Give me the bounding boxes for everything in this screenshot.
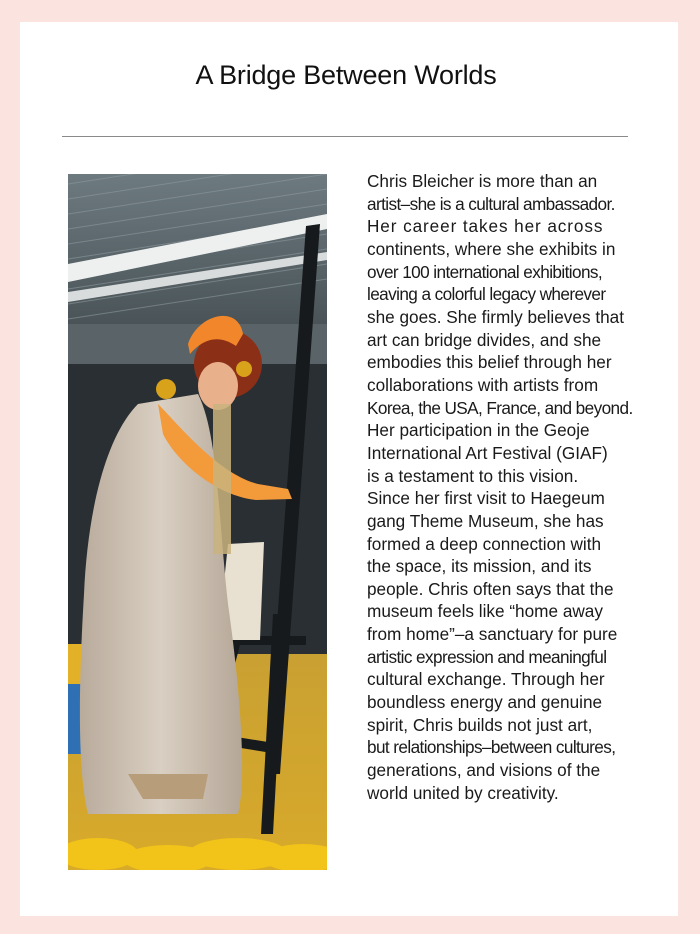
photo-artist-at-easel-icon xyxy=(68,174,327,870)
page-title: A Bridge Between Worlds xyxy=(195,60,497,90)
body-line: artist–she is a cultural ambassador. xyxy=(367,193,615,214)
body-line: Her participation in the Geoje xyxy=(367,420,590,441)
body-line: Chris Bleicher is more than an xyxy=(367,171,598,191)
body-line: leaving a colorful legacy wherever xyxy=(367,284,606,305)
body-line: embodies this belief through her xyxy=(367,352,612,373)
body-line: world united by creativity. xyxy=(367,782,559,803)
body-line: formed a deep connection with xyxy=(367,533,602,554)
body-line: International Art Festival (GIAF) xyxy=(367,442,608,463)
body-line: Her career takes her across xyxy=(367,216,604,237)
body-line: collaborations with artists from xyxy=(367,374,599,395)
body-line: cultural exchange. Through her xyxy=(367,669,605,690)
body-line: she goes. She firmly believes that xyxy=(367,306,624,327)
body-line: Korea, the USA, France, and beyond. xyxy=(367,397,633,418)
body-line: over 100 international exhibitions, xyxy=(367,261,603,282)
title-divider xyxy=(62,136,628,137)
body-line: artistic expression and meaningful xyxy=(367,646,607,667)
body-line: museum feels like “home away xyxy=(367,601,603,622)
body-line: is a testament to this vision. xyxy=(367,465,579,486)
body-line: spirit, Chris builds not just art, xyxy=(367,714,593,735)
body-line: people. Chris often says that the xyxy=(367,578,614,599)
body-line: gang Theme Museum, she has xyxy=(367,510,604,531)
body-line: Since her first visit to Haegeum xyxy=(367,488,605,509)
body-line: continents, where she exhibits in xyxy=(367,238,616,259)
artist-photo xyxy=(68,174,327,870)
body-line: the space, its mission, and its xyxy=(367,556,592,577)
body-line: generations, and visions of the xyxy=(367,760,601,781)
body-line: but relationships–between cultures, xyxy=(367,737,616,758)
body-line: from home”–a sanctuary for pure xyxy=(367,624,618,645)
article-body xyxy=(367,170,642,804)
body-line: art can bridge divides, and she xyxy=(367,329,602,350)
body-line: boundless energy and genuine xyxy=(367,692,603,713)
